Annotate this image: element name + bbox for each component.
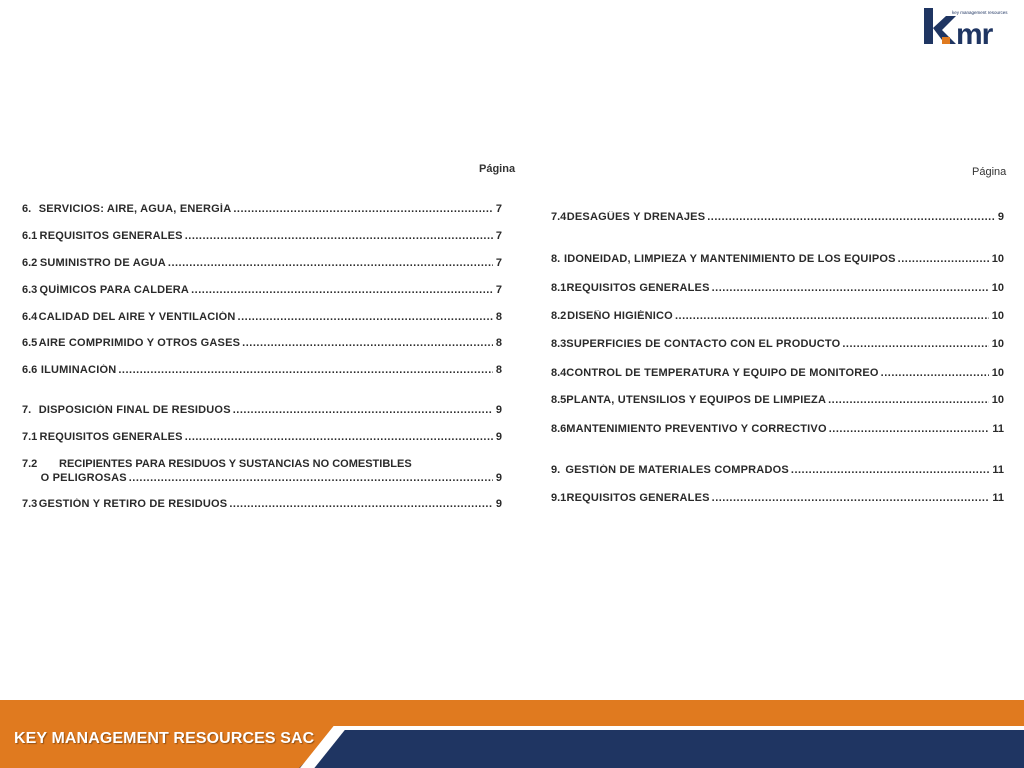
toc-entry-title: GESTIÓN DE MATERIALES COMPRADOS (565, 464, 789, 476)
toc-entry[interactable] (22, 230, 502, 242)
toc-entry[interactable] (22, 458, 502, 484)
toc-leader-dots (233, 404, 493, 416)
toc-entry-title: IDONEIDAD, LIMPIEZA Y MANTENIMIENTO DE LOS EQUIPOS (563, 253, 896, 265)
toc-entry[interactable] (551, 492, 1004, 504)
toc-entry-page: 11 (992, 423, 1004, 435)
toc-leader-dots (881, 367, 989, 379)
toc-entry[interactable] (551, 394, 1004, 406)
toc-entry[interactable] (22, 257, 502, 269)
toc-entry-title: CONTROL DE TEMPERATURA Y EQUIPO DE MONITOREO (566, 367, 879, 379)
toc-entry[interactable] (551, 367, 1004, 379)
toc-entry-page: 10 (991, 394, 1004, 406)
toc-entry[interactable] (551, 282, 1004, 294)
footer-bar (0, 700, 1024, 768)
toc-leader-dots (129, 472, 493, 484)
footer-orange-band (0, 700, 1024, 726)
kmr-logo (922, 4, 1014, 48)
footer-company-name: KEY MANAGEMENT RESOURCES SAC (14, 730, 315, 747)
toc-entry-title: REQUISITOS GENERALES (39, 431, 183, 443)
toc-entry[interactable] (551, 464, 1004, 476)
toc-leader-dots (829, 423, 990, 435)
toc-entry-page: 8 (495, 364, 502, 376)
toc-entry[interactable] (551, 211, 1004, 223)
toc-leader-dots (828, 394, 989, 406)
toc-entry-title: SUMINISTRO DE AGUA (39, 257, 166, 269)
toc-entry-page: 9 (495, 431, 502, 443)
logo-tagline: key management resources (952, 10, 1008, 15)
toc-leader-dots (118, 364, 493, 376)
toc-entry-title: ILUMINACIÓN (40, 364, 117, 376)
toc-entry-number: 8.5 (551, 394, 567, 406)
toc-entry-title: REQUISITOS GENERALES (566, 282, 710, 294)
toc-entry-number: 6. (22, 203, 32, 215)
toc-entry-title: PLANTA, UTENSILIOS Y EQUIPOS DE LIMPIEZA (566, 394, 827, 406)
toc-entry-number: 9. (551, 464, 561, 476)
toc-leader-dots (168, 257, 493, 269)
svg-text:mr: mr (956, 18, 993, 48)
toc-entry-page: 8 (495, 337, 502, 349)
toc-leader-dots (712, 282, 989, 294)
toc-leader-dots (707, 211, 995, 223)
toc-entry-title: QUÍMICOS PARA CALDERA (39, 284, 190, 296)
toc-entry-page: 7 (495, 284, 502, 296)
toc-entry-number: 9.1 (551, 492, 567, 504)
toc-entry-title: GESTIÓN Y RETIRO DE RESIDUOS (38, 498, 228, 510)
toc-entry-page: 8 (495, 311, 502, 323)
toc-leader-dots (675, 310, 989, 322)
toc-entry[interactable] (22, 404, 502, 416)
toc-entry-page: 7 (495, 203, 502, 215)
toc-leader-dots (185, 230, 493, 242)
toc-entry-number: 6.2 (22, 257, 38, 269)
toc-entry-title-cont: O PELIGROSAS (40, 472, 127, 484)
toc-entry-page: 7 (495, 257, 502, 269)
toc-entry-page: 10 (991, 310, 1004, 322)
toc-entry-title: DESAGÜES Y DRENAJES (566, 211, 706, 223)
toc-leader-dots (898, 253, 989, 265)
toc-entry-number: 8.6 (551, 423, 567, 435)
toc-entry-title: REQUISITOS GENERALES (39, 230, 183, 242)
toc-entry[interactable] (22, 311, 502, 323)
toc-leader-dots (191, 284, 493, 296)
toc-entry-page: 7 (495, 230, 502, 242)
toc-entry-number: 6.6 (22, 364, 38, 376)
toc-leader-dots (229, 498, 493, 510)
toc-entry-number: 6.4 (22, 311, 38, 323)
toc-entry-number: 7.3 (22, 498, 38, 510)
toc-entry-title: MANTENIMIENTO PREVENTIVO Y CORRECTIVO (566, 423, 827, 435)
toc-leader-dots (233, 203, 493, 215)
toc-leader-dots (185, 431, 493, 443)
toc-entry-number: 8.2 (551, 310, 567, 322)
toc-entry[interactable] (551, 338, 1004, 350)
toc-entry-number: 7.1 (22, 431, 38, 443)
toc-entry[interactable] (22, 203, 502, 215)
toc-entry-title: DISPOSICIÓN FINAL DE RESIDUOS (38, 404, 231, 416)
toc-entry-number: 8.1 (551, 282, 567, 294)
toc-entry[interactable] (22, 284, 502, 296)
toc-entry-number: 8.4 (551, 367, 567, 379)
toc-entry-number: 6.5 (22, 337, 38, 349)
toc-entry[interactable] (551, 253, 1004, 265)
left-page-header: Página (479, 163, 516, 175)
toc-entry-title: SUPERFICIES DE CONTACTO CON EL PRODUCTO (566, 338, 841, 350)
toc-entry-page: 9 (495, 472, 502, 484)
toc-entry-page: 10 (991, 282, 1004, 294)
right-page-header: Página (972, 166, 1007, 178)
toc-entry[interactable] (22, 431, 502, 443)
toc-entry-page: 11 (992, 464, 1004, 476)
toc-entry-number: 7.2 (22, 458, 38, 470)
toc-entry-page: 10 (991, 338, 1004, 350)
toc-entry-page: 10 (991, 367, 1004, 379)
toc-entry-number: 7.4 (551, 211, 567, 223)
toc-entry[interactable] (22, 364, 502, 376)
toc-entry[interactable] (22, 498, 502, 510)
toc-leader-dots (242, 337, 493, 349)
toc-entry-number: 6.1 (22, 230, 38, 242)
toc-entry-number: 6.3 (22, 284, 38, 296)
toc-leader-dots (238, 311, 493, 323)
toc-entry-title: REQUISITOS GENERALES (566, 492, 710, 504)
toc-entry-title: SERVICIOS: AIRE, AGUA, ENERGÍA (38, 203, 232, 215)
toc-entry-number: 8. (551, 253, 561, 265)
toc-leader-dots (791, 464, 989, 476)
toc-entry-number: 7. (22, 404, 32, 416)
toc-entry-page: 11 (992, 492, 1004, 504)
toc-entry-page: 9 (495, 404, 502, 416)
toc-leader-dots (712, 492, 990, 504)
toc-entry-page: 9 (997, 211, 1004, 223)
toc-entry-number: 8.3 (551, 338, 567, 350)
toc-entry-page: 10 (991, 253, 1004, 265)
toc-entry[interactable] (551, 423, 1004, 435)
toc-entry[interactable] (22, 337, 502, 349)
toc-entry[interactable] (551, 310, 1004, 322)
toc-entry-title: AIRE COMPRIMIDO Y OTROS GASES (38, 337, 241, 349)
toc-leader-dots (842, 338, 988, 350)
toc-entry-title: RECIPIENTES PARA RESIDUOS Y SUSTANCIAS NO COMESTIBLES (59, 458, 412, 470)
toc-entry-page: 9 (495, 498, 502, 510)
toc-entry-title: CALIDAD DEL AIRE Y VENTILACIÓN (38, 311, 236, 323)
toc-entry-title: DISEÑO HIGIÉNICO (567, 310, 673, 322)
